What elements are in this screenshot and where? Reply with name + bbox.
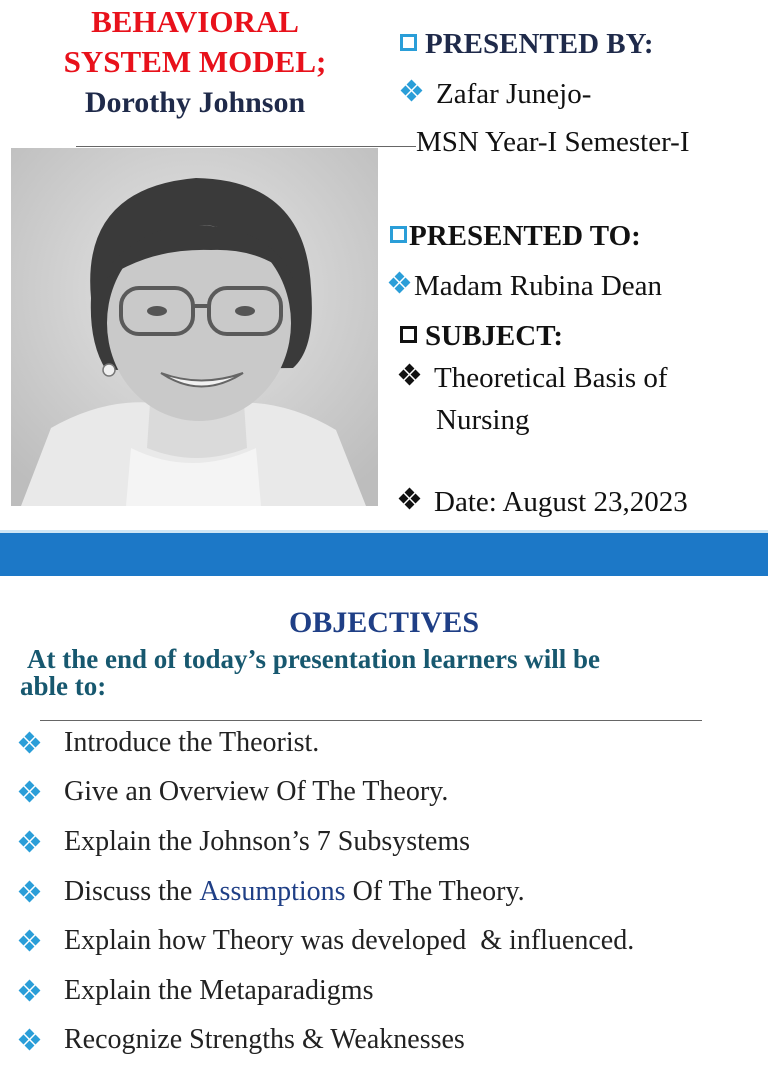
title-line-2: SYSTEM MODEL;: [63, 44, 327, 79]
portrait-illustration: [11, 148, 378, 506]
presenter-name: Zafar Junejo-: [402, 78, 591, 111]
diamond-bullet-icon: [20, 931, 40, 951]
list-item: Introduce the Theorist.: [20, 718, 634, 768]
diamond-bullet-icon: [20, 981, 40, 1001]
subtitle: Dorothy Johnson: [84, 86, 306, 119]
presented-to-name: Madam Rubina Dean: [390, 270, 662, 303]
slide-separator-band: [0, 533, 768, 576]
presented-to-label: PRESENTED TO:: [390, 220, 641, 253]
list-item: Explain the Metaparadigms: [20, 966, 634, 1016]
title-divider: [76, 146, 416, 147]
list-item: Give an Overview Of The Theory.: [20, 768, 634, 818]
diamond-bullet-icon: [20, 1030, 40, 1050]
presented-by-label: PRESENTED BY:: [400, 28, 654, 61]
list-item: Explain the Johnson’s 7 Subsystems: [20, 817, 634, 867]
square-bullet-icon: [400, 326, 417, 343]
presenter-detail: MSN Year-I Semester-I: [416, 126, 690, 158]
square-bullet-icon: [400, 34, 417, 51]
objectives-intro: [20, 646, 740, 700]
subject-line-2: Nursing: [436, 404, 530, 436]
diamond-bullet-icon: [20, 832, 40, 852]
title-line-1: BEHAVIORAL: [91, 4, 299, 39]
diamond-bullet-icon: [400, 365, 420, 385]
diamond-bullet-icon: [400, 489, 420, 509]
list-item: Recognize Strengths & Weaknesses: [20, 1016, 634, 1065]
list-item: Explain how Theory was developed & influenced.: [20, 916, 634, 966]
diamond-bullet-icon: [402, 81, 422, 101]
intro-line-2: able to:: [20, 671, 107, 701]
portrait-photo: [11, 148, 378, 506]
diamond-bullet-icon: [20, 733, 40, 753]
date-line: Date: August 23,2023: [400, 486, 688, 519]
objectives-heading: OBJECTIVES: [288, 606, 480, 639]
diamond-bullet-icon: [20, 782, 40, 802]
objectives-list: [20, 718, 634, 1065]
diamond-bullet-icon: [390, 273, 410, 293]
intro-line-1: At the end of today’s presentation learners will be: [27, 644, 600, 674]
list-item: Discuss the Assumptions Of The Theory.: [20, 867, 634, 917]
assumptions-link[interactable]: Assumptions: [199, 875, 346, 907]
subject-label: SUBJECT:: [400, 320, 563, 353]
square-bullet-icon: [390, 226, 407, 243]
subject-line-1: Theoretical Basis of: [400, 362, 668, 395]
diamond-bullet-icon: [20, 882, 40, 902]
